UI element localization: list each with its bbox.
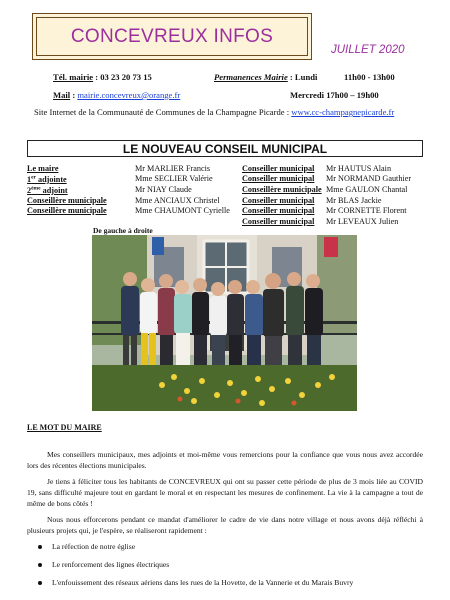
council-role: Conseiller municipal [242, 164, 315, 173]
mail-label: Mail [53, 90, 71, 100]
bullet-dot [38, 563, 42, 567]
council-role: Conseillère municipale [27, 196, 107, 205]
bullet-text: L'enfouissement des réseaux aériens dans les rues de la Hovette, de la Vannerie et du Marais Buvry [52, 578, 354, 587]
bullet-dot [38, 545, 42, 549]
article-paragraph: Je tiens à féliciter tous les habitants de CONCEVREUX qui ont su passer cette période de plus de 3 mois liée au COVID 19, sans difficulté majeure tout en gardant le moral et en respectant les mesures de confinement. La vie à la campagne a tout de même de bons côtés ! [27, 477, 423, 508]
council-role: Le maire [27, 164, 59, 173]
masthead-frame [32, 13, 312, 60]
council-name: Mr BLAS Jackie [326, 196, 382, 205]
council-role: Conseiller municipal [242, 217, 315, 226]
council-name: Mr LEVEAUX Julien [326, 217, 399, 226]
website-line [34, 107, 394, 117]
council-name: Mme CHAUMONT Cyrielle [135, 206, 230, 215]
council-left-row [27, 185, 68, 195]
bullet-item [52, 578, 353, 587]
phone-label: Tél. mairie [53, 72, 94, 82]
council-left-row [27, 164, 58, 173]
bullet-dot [38, 581, 42, 585]
bullet-item [52, 542, 135, 551]
issue-date: JUILLET 2020 [331, 44, 405, 56]
hours-day-2: Mercredi 17h00 – 19h00 [290, 90, 379, 100]
council-role: 2ème adjoint [27, 185, 68, 195]
council-name: Mme GAULON Chantal [326, 185, 408, 194]
council-left-row [27, 174, 67, 184]
council-left-row [27, 206, 107, 215]
council-name: Mr NIAY Claude [135, 185, 192, 194]
masthead-inner-frame [36, 17, 308, 56]
council-role: 1er adjointe [27, 174, 67, 184]
bullet-text: Le renforcement des lignes électriques [52, 560, 170, 569]
website-link[interactable]: www.cc-champagnepicarde.fr [291, 107, 395, 117]
masthead-title: CONCEVREUX INFOS [70, 25, 274, 47]
council-name: Mme SECLIER Valérie [135, 174, 213, 183]
council-left-row [27, 196, 107, 205]
council-role: Conseiller municipal [242, 174, 315, 183]
article-paragraph: Mes conseillers municipaux, mes adjoints et moi-même vous remercions pour la confiance que vous nous avez accordée lors des récentes élections municipales. [27, 450, 423, 470]
council-name: Mr NORMAND Gauthier [326, 174, 412, 183]
council-name: Mme ANCIAUX Christel [135, 196, 220, 205]
section-title: LE NOUVEAU CONSEIL MUNICIPAL [122, 141, 328, 156]
mail-link[interactable]: mairie.concevreux@orange.fr [77, 90, 181, 100]
council-role: Conseiller municipal [242, 196, 315, 205]
hours-line-1 [214, 72, 317, 82]
bullet-text: La réfection de notre église [52, 542, 136, 551]
article-paragraph: Nous nous efforcerons pendant ce mandat d'améliorer le cadre de vie dans notre village et nous avons déjà réfléchi à plusieurs projets qui, je l'espère, se réaliseront rapidement : [27, 515, 423, 535]
article-heading: LE MOT DU MAIRE [27, 423, 102, 432]
mail-line: Mail : mairie.concevreux@orange.fr [53, 90, 181, 100]
bullet-item [52, 560, 169, 569]
council-role: Conseiller municipal [242, 206, 315, 215]
council-name: Mr MARLIER Francis [135, 164, 211, 173]
phone-line [53, 72, 152, 82]
section-heading-box [27, 140, 423, 157]
hours-time-1: 11h00 - 13h00 [344, 72, 395, 82]
council-group-photo [92, 235, 357, 411]
council-role: Conseillère municipale [27, 206, 107, 215]
hours-label: Permanences Mairie [214, 72, 288, 82]
council-name: Mr CORNETTE Florent [326, 206, 407, 215]
council-role: Conseillère municipale [242, 185, 322, 194]
website-text: Site Internet de la Communauté de Communes de la Champagne Picarde : [34, 107, 290, 117]
phone-value: : 03 23 20 73 15 [95, 72, 152, 82]
hours-day-1: : Lundi [289, 72, 318, 82]
council-name: Mr HAUTUS Alain [326, 164, 392, 173]
photo-caption: De gauche à droite [93, 226, 153, 235]
